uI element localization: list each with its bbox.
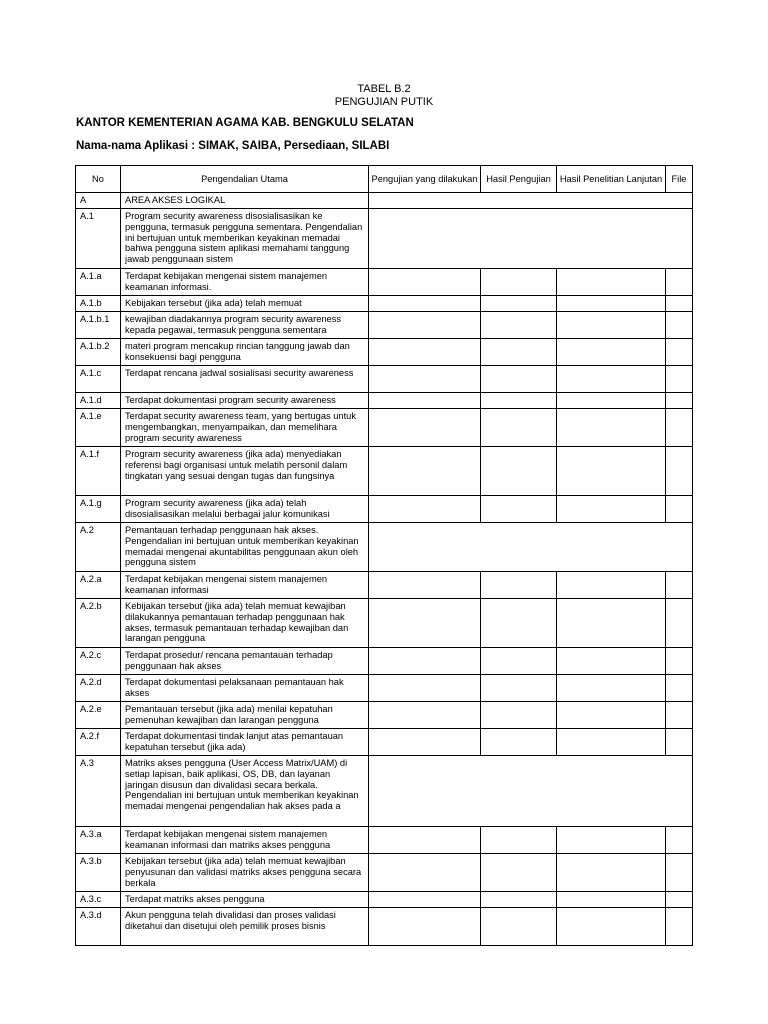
header-file: File — [666, 166, 693, 193]
header-test: Pengujian yang dilakukan — [369, 166, 481, 193]
row-number: A.1.c — [76, 366, 121, 393]
row-result-cell — [481, 648, 557, 675]
row-number: A.1.b.2 — [76, 339, 121, 366]
row-test-cell — [369, 892, 481, 908]
row-test-cell — [369, 827, 481, 854]
row-control-text: Terdapat dokumentasi pelaksanaan pemantauan hak akses — [121, 675, 369, 702]
table-row — [76, 523, 693, 572]
row-followup-cell — [557, 702, 666, 729]
table-row — [76, 447, 693, 496]
table-row — [76, 269, 693, 296]
row-number: A.1.b.1 — [76, 312, 121, 339]
row-number: A.1.e — [76, 409, 121, 447]
row-result-cell — [481, 675, 557, 702]
row-test-cell — [369, 496, 481, 523]
row-number: A.1.b — [76, 296, 121, 312]
row-result-cell — [481, 496, 557, 523]
row-control-text: materi program mencakup rincian tanggung jawab dan konsekuensi bagi pengguna — [121, 339, 369, 366]
row-number: A.2.a — [76, 572, 121, 599]
row-test-cell — [369, 296, 481, 312]
row-number: A.3.c — [76, 892, 121, 908]
row-file-cell — [666, 366, 693, 393]
table-row — [76, 756, 693, 827]
table-row — [76, 892, 693, 908]
row-control-text: Kebijakan tersebut (jika ada) telah memuat kewajiban penyusunan dan validasi matriks akses pengguna secara berkala — [121, 854, 369, 892]
row-followup-cell — [557, 572, 666, 599]
header-followup: Hasil Penelitian Lanjutan — [557, 166, 666, 193]
row-file-cell — [666, 854, 693, 892]
table-row — [76, 572, 693, 599]
row-file-cell — [666, 892, 693, 908]
row-number: A.1.a — [76, 269, 121, 296]
table-row — [76, 339, 693, 366]
row-followup-cell — [557, 648, 666, 675]
row-test-cell — [369, 599, 481, 648]
row-result-cell — [481, 854, 557, 892]
row-test-cell — [369, 702, 481, 729]
row-number: A.2 — [76, 523, 121, 572]
row-file-cell — [666, 908, 693, 946]
row-test-cell — [369, 409, 481, 447]
row-result-cell — [481, 409, 557, 447]
row-result-cell — [481, 702, 557, 729]
row-control-text: Program security awareness (jika ada) telah disosialisasikan melalui berbagai jalur komunikasi — [121, 496, 369, 523]
row-file-cell — [666, 572, 693, 599]
row-result-cell — [481, 366, 557, 393]
row-number: A.3.a — [76, 827, 121, 854]
header-result: Hasil Pengujian — [481, 166, 557, 193]
table-row — [76, 908, 693, 946]
row-result-cell — [481, 312, 557, 339]
row-file-cell — [666, 393, 693, 409]
table-row — [76, 827, 693, 854]
row-file-cell — [666, 296, 693, 312]
row-control-text: Terdapat kebijakan mengenai sistem manajemen keamanan informasi — [121, 572, 369, 599]
row-test-cell — [369, 393, 481, 409]
row-control-text: Akun pengguna telah divalidasi dan proses validasi diketahui dan disetujui oleh pemilik proses bisnis — [121, 908, 369, 946]
row-merged-cell — [369, 523, 693, 572]
row-number: A.3.b — [76, 854, 121, 892]
row-followup-cell — [557, 908, 666, 946]
row-file-cell — [666, 409, 693, 447]
header-no: No — [76, 166, 121, 193]
row-result-cell — [481, 827, 557, 854]
table-row — [76, 312, 693, 339]
row-file-cell — [666, 312, 693, 339]
row-followup-cell — [557, 675, 666, 702]
applications-heading: Nama-nama Aplikasi : SIMAK, SAIBA, Persediaan, SILABI — [76, 140, 390, 152]
table-subtitle: PENGUJIAN PUTIK — [334, 96, 434, 108]
row-followup-cell — [557, 447, 666, 496]
row-file-cell — [666, 447, 693, 496]
row-test-cell — [369, 269, 481, 296]
row-followup-cell — [557, 409, 666, 447]
row-file-cell — [666, 269, 693, 296]
office-heading: KANTOR KEMENTERIAN AGAMA KAB. BENGKULU SELATAN — [76, 117, 414, 129]
table-body — [76, 193, 693, 946]
row-merged-cell — [369, 193, 693, 209]
row-control-text: Program security awareness (jika ada) menyediakan referensi bagi organisasi untuk melatih personil dalam tingkatan yang sesuai dengan tugas dan fungsinya — [121, 447, 369, 496]
row-control-text: Terdapat security awareness team, yang bertugas untuk mengembangkan, menyampaikan, dan memelihara program security awareness — [121, 409, 369, 447]
row-number: A.1.d — [76, 393, 121, 409]
row-control-text: Pemantauan tersebut (jika ada) menilai kepatuhan pemenuhan kewajiban dan larangan pengguna — [121, 702, 369, 729]
row-file-cell — [666, 339, 693, 366]
row-control-text: Terdapat rencana jadwal sosialisasi security awareness — [121, 366, 369, 393]
row-test-cell — [369, 854, 481, 892]
row-followup-cell — [557, 892, 666, 908]
row-control-text: Matriks akses pengguna (User Access Matrix/UAM) di setiap lapisan, baik aplikasi, OS, DB, dan layanan jaringan disusun dan divalidasi secara berkala. Pengendalian ini bertujuan untuk memberikan keyakinan memadai mengenai pengendalian hak akses pada a — [121, 756, 369, 827]
row-number: A.1.g — [76, 496, 121, 523]
control-table — [75, 165, 693, 946]
table-row — [76, 296, 693, 312]
row-result-cell — [481, 339, 557, 366]
row-number: A.1.f — [76, 447, 121, 496]
row-merged-cell — [369, 209, 693, 269]
row-file-cell — [666, 827, 693, 854]
row-number: A.3 — [76, 756, 121, 827]
row-control-text: Terdapat matriks akses pengguna — [121, 892, 369, 908]
row-result-cell — [481, 393, 557, 409]
row-followup-cell — [557, 827, 666, 854]
row-followup-cell — [557, 339, 666, 366]
table-row — [76, 409, 693, 447]
row-file-cell — [666, 648, 693, 675]
row-test-cell — [369, 572, 481, 599]
row-file-cell — [666, 675, 693, 702]
row-control-text: Terdapat dokumentasi program security awareness — [121, 393, 369, 409]
row-result-cell — [481, 892, 557, 908]
table-row — [76, 702, 693, 729]
row-test-cell — [369, 447, 481, 496]
row-file-cell — [666, 496, 693, 523]
row-test-cell — [369, 648, 481, 675]
table-row — [76, 648, 693, 675]
table-row — [76, 393, 693, 409]
row-control-text: Kebijakan tersebut (jika ada) telah memuat — [121, 296, 369, 312]
row-result-cell — [481, 447, 557, 496]
row-followup-cell — [557, 296, 666, 312]
table-row — [76, 209, 693, 269]
table-row — [76, 193, 693, 209]
row-result-cell — [481, 599, 557, 648]
table-row — [76, 854, 693, 892]
table-row — [76, 496, 693, 523]
row-control-text: Terdapat kebijakan mengenai sistem manajemen keamanan informasi dan matriks akses pengguna — [121, 827, 369, 854]
row-result-cell — [481, 729, 557, 756]
table-row — [76, 675, 693, 702]
row-number: A.2.e — [76, 702, 121, 729]
row-test-cell — [369, 312, 481, 339]
row-followup-cell — [557, 496, 666, 523]
row-followup-cell — [557, 599, 666, 648]
row-number: A.2.f — [76, 729, 121, 756]
row-control-text: kewajiban diadakannya program security awareness kepada pegawai, termasuk pengguna sementara — [121, 312, 369, 339]
row-file-cell — [666, 702, 693, 729]
row-control-text: Terdapat prosedur/ rencana pemantauan terhadap penggunaan hak akses — [121, 648, 369, 675]
row-test-cell — [369, 908, 481, 946]
row-result-cell — [481, 296, 557, 312]
row-followup-cell — [557, 312, 666, 339]
row-control-text: Pemantauan terhadap penggunaan hak akses. Pengendalian ini bertujuan untuk memberikan keyakinan memadai mengenai akuntabilitas penggunaan akun oleh pengguna sistem — [121, 523, 369, 572]
row-test-cell — [369, 366, 481, 393]
row-number: A.1 — [76, 209, 121, 269]
table-row — [76, 366, 693, 393]
row-number: A.2.d — [76, 675, 121, 702]
table-row — [76, 729, 693, 756]
row-test-cell — [369, 675, 481, 702]
row-control-text: Program security awareness disosialisasikan ke pengguna, termasuk pengguna sementara. Pengendalian ini bertujuan untuk memberikan keyakinan memadai bahwa pengguna sistem aplikasi memahami tanggung jawab penggunaan sistem — [121, 209, 369, 269]
row-followup-cell — [557, 854, 666, 892]
row-control-text: AREA AKSES LOGIKAL — [121, 193, 369, 209]
row-number: A.2.b — [76, 599, 121, 648]
row-followup-cell — [557, 269, 666, 296]
row-control-text: Terdapat dokumentasi tindak lanjut atas pemantauan kepatuhan tersebut (jika ada) — [121, 729, 369, 756]
row-control-text: Terdapat kebijakan mengenai sistem manajemen keamanan informasi. — [121, 269, 369, 296]
row-followup-cell — [557, 366, 666, 393]
table-header-row — [76, 166, 693, 193]
row-result-cell — [481, 572, 557, 599]
table-title: TABEL B.2 — [357, 83, 411, 95]
row-file-cell — [666, 729, 693, 756]
table-row — [76, 599, 693, 648]
row-test-cell — [369, 729, 481, 756]
row-file-cell — [666, 599, 693, 648]
row-result-cell — [481, 908, 557, 946]
row-control-text: Kebijakan tersebut (jika ada) telah memuat kewajiban dilakukannya pemantauan terhadap penggunaan hak akses, termasuk pemantauan terhadap kewajiban dan larangan pengguna — [121, 599, 369, 648]
header-control: Pengendalian Utama — [121, 166, 369, 193]
row-number: A — [76, 193, 121, 209]
row-followup-cell — [557, 729, 666, 756]
row-number: A.3.d — [76, 908, 121, 946]
row-merged-cell — [369, 756, 693, 827]
row-result-cell — [481, 269, 557, 296]
row-followup-cell — [557, 393, 666, 409]
row-number: A.2.c — [76, 648, 121, 675]
row-test-cell — [369, 339, 481, 366]
